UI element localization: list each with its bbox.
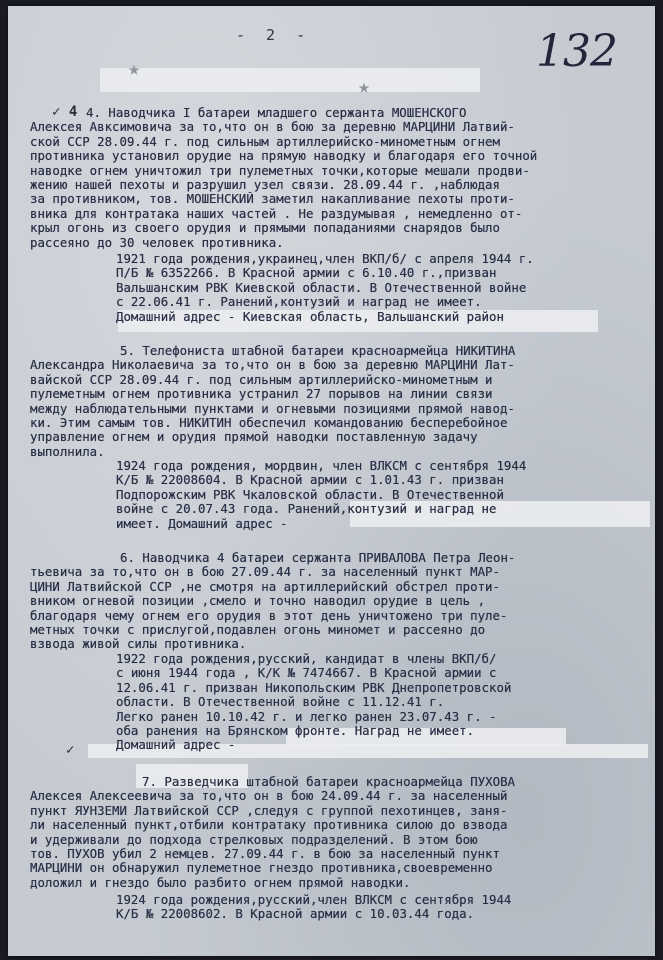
biography-line: оба ранения на Брянском фронте. Наград не имеет. <box>116 724 475 739</box>
biography-line: с 22.06.41 г. Ранений,контузий и наград не имеет. <box>116 295 482 310</box>
award-entry-6 <box>30 551 642 652</box>
entry-text-line: Алексея Алексеевича за то,что он в бою 24.09.44 г. за населенный <box>30 789 508 804</box>
entry-text-line: ки. Этим самым тов. НИКИТИН обеспечил командованию бесперебойное <box>30 416 508 431</box>
award-entry-4 <box>30 106 642 250</box>
entry-text-line: пулеметным огнем противника устранил 27 порывов на линии связи <box>30 387 493 402</box>
biography-block-4 <box>116 252 646 324</box>
entry-text-line: ЦИНИ Латвийской ССР ,не смотря на артиллерийский обстрел проти- <box>30 579 500 594</box>
biography-line: 1922 года рождения,русский, кандидат в члены ВКП/б/ <box>116 652 497 666</box>
entry-text-line: между наблюдательными пунктами и огневыми позициями прямой навод- <box>30 401 515 416</box>
biography-line: 1924 года рождения,русский,член ВЛКСМ с сентября 1944 <box>116 893 512 907</box>
entry-text-line: метных точки с прислугой,подавлен огонь миномет и рассеяно до <box>30 623 486 638</box>
margin-check-mark: ✓ <box>66 742 75 758</box>
biography-line: 1924 года рождения, мордвин, член ВЛКСМ с сентября 1944 <box>116 459 527 473</box>
biography-line: К/Б № 22008602. В Красной армии с 10.03.44 года. <box>116 907 475 922</box>
biography-line: 1921 года рождения,украинец,член ВКП/б/ с апреля 1944 г. <box>116 252 534 266</box>
biography-line: области. В Отечественной войне с 11.12.41 г. <box>116 695 445 710</box>
entry-text-line: взвода живой силы противника. <box>30 637 247 652</box>
archive-number: 132 <box>536 26 617 77</box>
entry-text-line: 4. Наводчика I батареи младшего сержанта МОШЕНСКОГО <box>86 106 467 120</box>
biography-line: Домашний адрес - Киевская область, Вальшанский район <box>116 309 504 324</box>
biography-line: 12.06.41 г. призван Никопольским РВК Днепропетровской <box>116 680 512 695</box>
entry-text-line: и удерживали до подхода стрелковых подразделений. В этом бою <box>30 832 478 847</box>
entry-text-line: пункт ЯУНЗЕМИ Латвийской ССР ,следуя с группой пехотинцев, заня- <box>30 803 508 818</box>
award-entry-5 <box>30 344 642 459</box>
entry-text-line: 7. Разведчика штабной батареи красноармейца ПУХОВА <box>142 775 515 789</box>
entry-text-line: за противником, тов. МОШЕНСКИЙ заметил накапливание пехоты проти- <box>30 192 515 207</box>
watermark-star-icon: ★ <box>358 74 371 98</box>
entry-text-line: выполнила. <box>30 444 105 459</box>
biography-block-5 <box>116 459 646 531</box>
entry-text-line: тьевича за то,что он в бою 27.09.44 г. за населенный пункт МАР- <box>30 565 500 580</box>
entry-text-line: вайской ССР 28.09.44 г. под сильным артиллерийско-минометным и <box>30 372 493 387</box>
entry-text-line: МАРЦИНИ он обнаружил пулеметное гнездо противника,своевременно <box>30 861 493 876</box>
watermark-star-icon: ★ <box>128 56 141 80</box>
biography-line: Легко ранен 10.10.42 г. и легко ранен 23.07.43 г. - <box>116 709 497 724</box>
margin-check-mark: ✓ 4 <box>52 104 78 120</box>
entry-text-line: рассеяно до 30 человек противника. <box>30 235 284 250</box>
biography-line: Подпорожским РВК Чкаловской области. В Отечественной <box>116 487 504 502</box>
biography-line: войне с 20.07.43 года. Ранений,контузий и наград не <box>116 502 497 517</box>
biography-line: Вальшанским РВК Киевской области. В Отечественной войне <box>116 280 527 295</box>
entry-text-line: Алексея Авксимовича за то,что он в бою за деревню МАРЦИНИ Латвий- <box>30 120 515 135</box>
entry-text-line: тов. ПУХОВ убил 2 немцев. 27.09.44 г. в бою за населенный пункт <box>30 847 500 862</box>
entry-text-line: 5. Телефониста штабной батареи красноармейца НИКИТИНА <box>120 344 516 358</box>
entry-text-line: наводке огнем уничтожил три пулеметных точки,которые мешали продви- <box>30 163 530 178</box>
biography-line: Домашний адрес - <box>116 738 236 753</box>
entry-text-line: вника для контратака наших частей . Не раздумывая , немедленно от- <box>30 206 523 221</box>
entry-text-line: 6. Наводчика 4 батареи сержанта ПРИВАЛОВА Петра Леон- <box>120 551 516 565</box>
award-entry-7 <box>30 775 642 890</box>
entry-text-line: доложил и гнездо было разбито огнем прямой наводки. <box>30 875 411 890</box>
entry-text-line: ли населенный пункт,отбили контратаку противника силою до взвода <box>30 818 508 833</box>
document-page <box>8 6 655 956</box>
redaction-bar <box>100 68 480 92</box>
biography-block-7 <box>116 893 646 922</box>
entry-text-line: крыл огонь из своего орудия и прямыми попаданиями снарядов было <box>30 221 500 236</box>
entry-text-line: вником огневой позиции ,смело и точно наводил орудие в цель , <box>30 594 486 609</box>
biography-block-6 <box>116 652 646 753</box>
biography-line: имеет. Домашний адрес - <box>116 516 288 531</box>
entry-text-line: ской ССР 28.09.44 г. под сильным артиллерийско-минометным огнем <box>30 134 500 149</box>
entry-text-line: жению нашей пехоты и разрушил узел связи. 28.09.44 г. ,наблюдая <box>30 178 500 193</box>
entry-text-line: противника установил орудие на прямую наводку и благодаря его точной <box>30 149 538 164</box>
page-number: - 2 - <box>236 26 312 44</box>
entry-text-line: Александра Николаевича за то,что он в бою за деревню МАРЦИНИ Лат- <box>30 358 515 373</box>
entry-text-line: управление огнем и орудия прямой наводки поставленную задачу <box>30 430 478 445</box>
entry-text-line: благодаря чему огнем его орудия в этот день уничтожено три пуле- <box>30 608 508 623</box>
biography-line: П/Б № 6352266. В Красной армии с 6.10.40 г.,призван <box>116 266 497 281</box>
biography-line: с июня 1944 года , К/К № 7474667. В Красной армии с <box>116 666 497 681</box>
biography-line: К/Б № 22008604. В Красной армии с 1.01.43 г. призван <box>116 473 504 488</box>
